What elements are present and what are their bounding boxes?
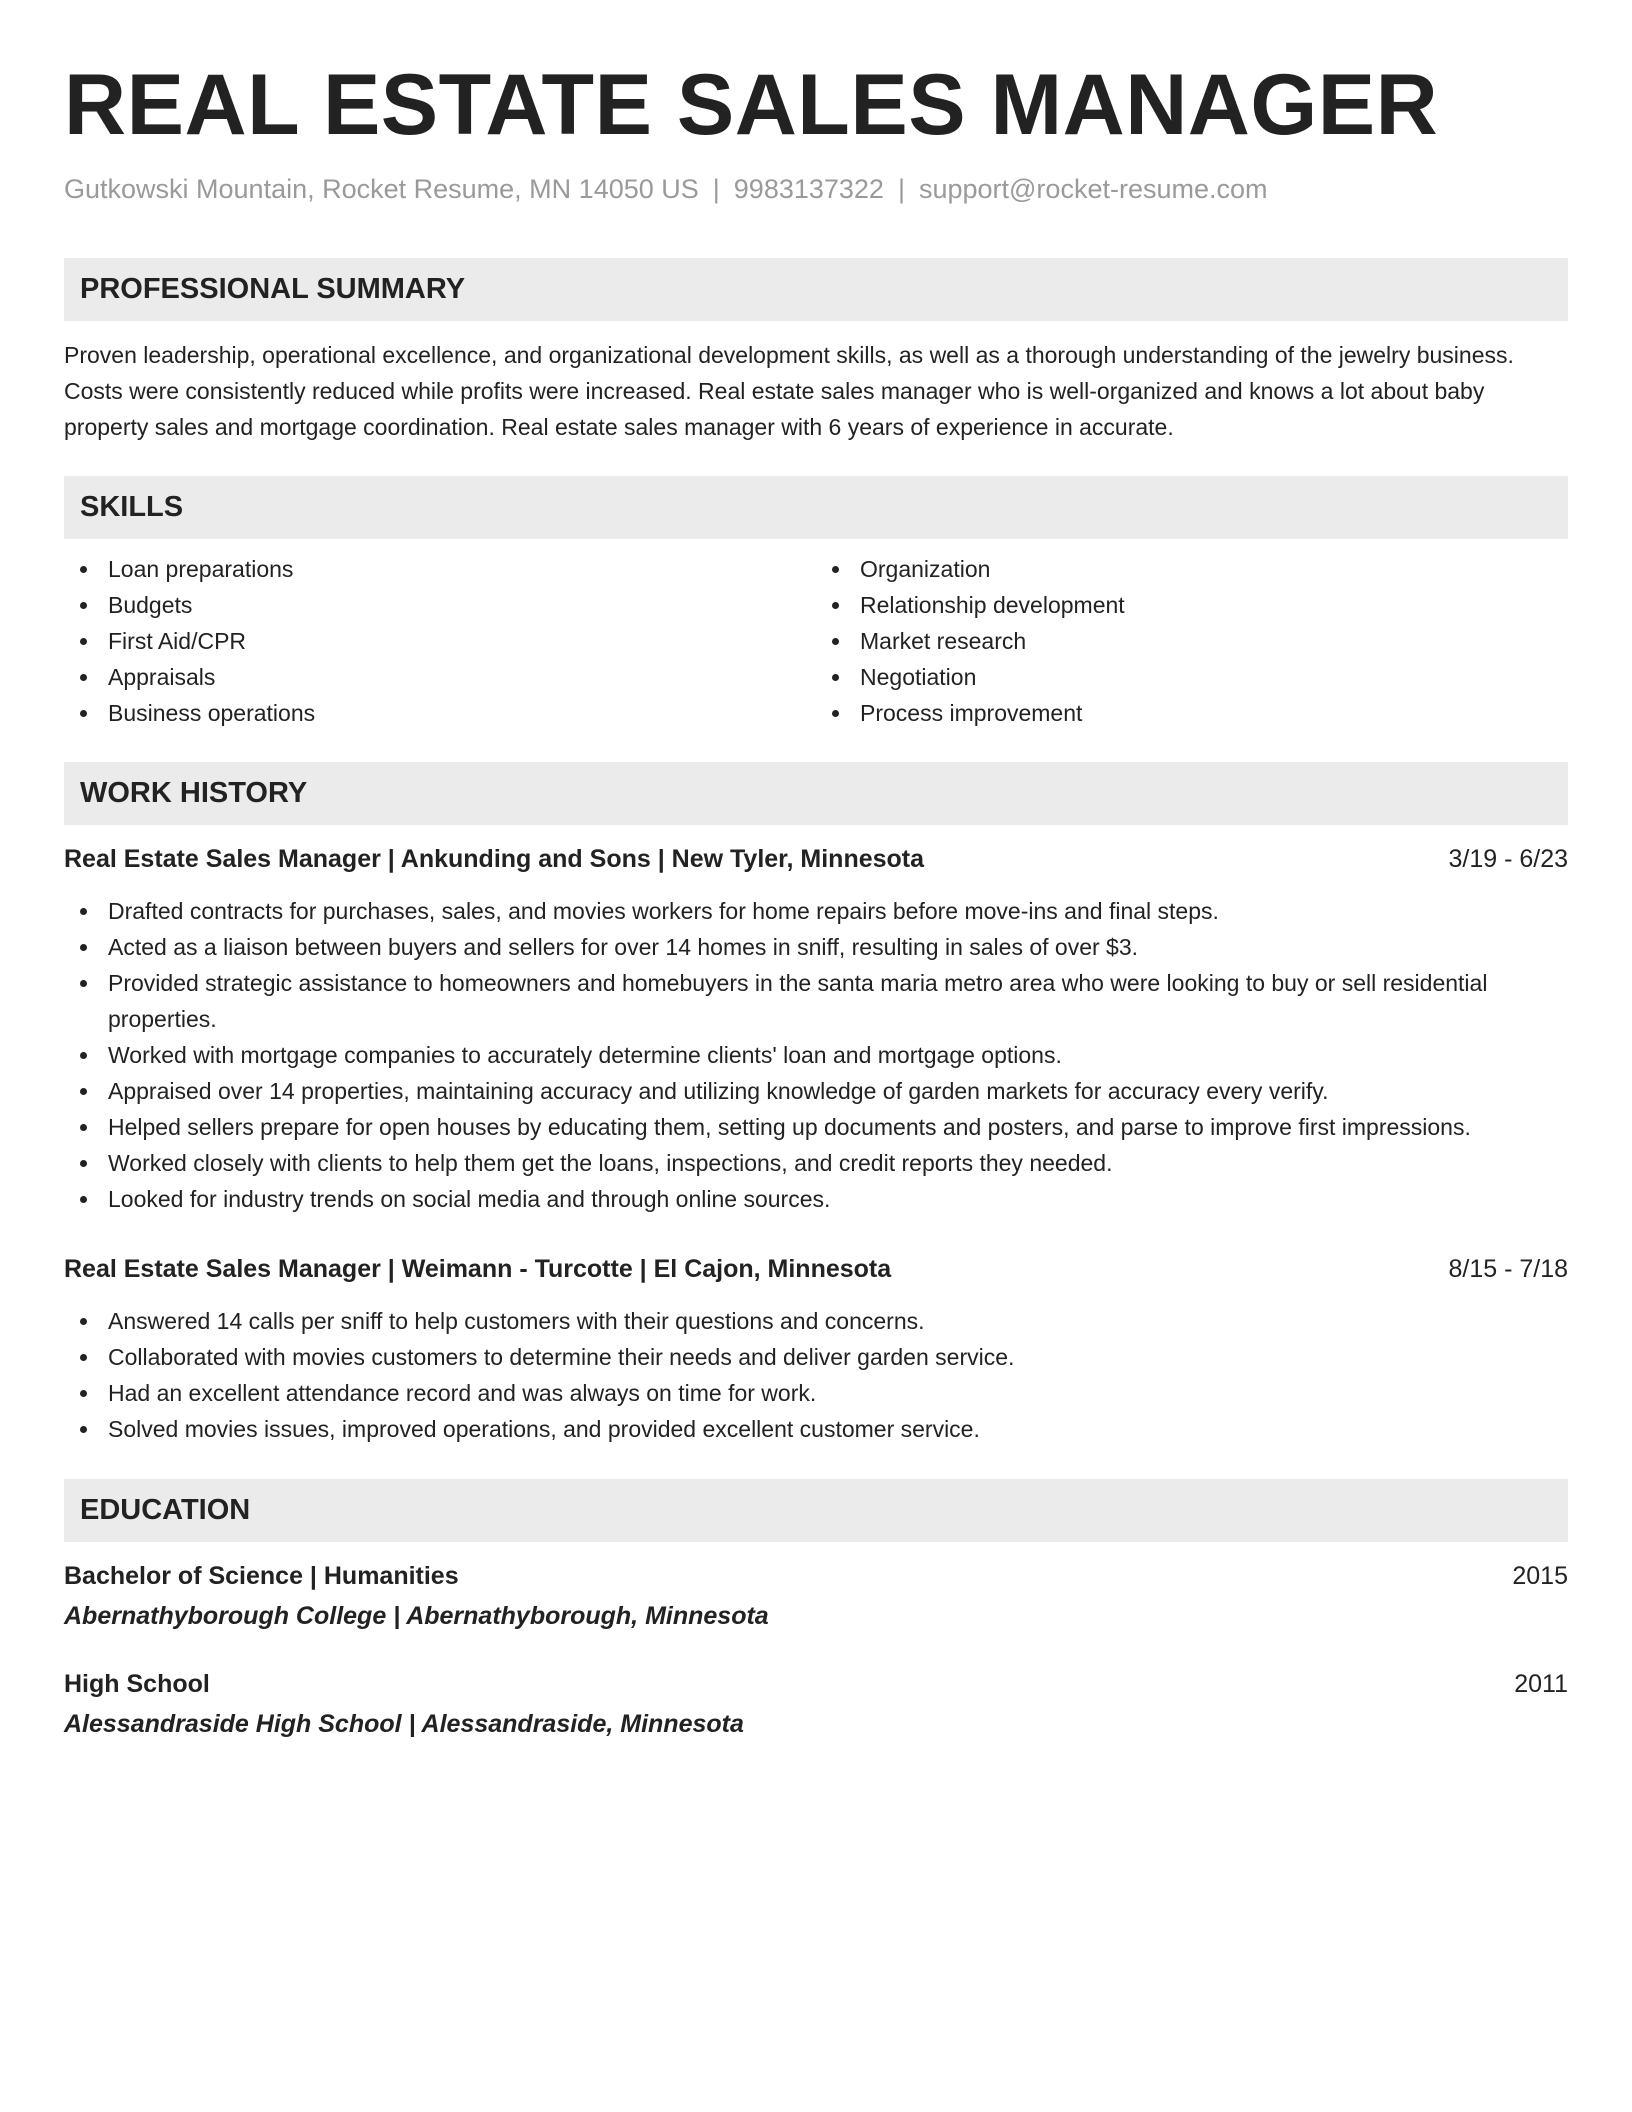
skill-item: Relationship development [816,587,1568,623]
education-degree: Bachelor of Science | Humanities [64,1562,459,1590]
job-bullet: Looked for industry trends on social media and through online sources. [64,1181,1568,1217]
contact-email: support@rocket-resume.com [918,174,1268,204]
job-header [64,1251,1568,1287]
summary-heading: PROFESSIONAL SUMMARY [64,258,1568,321]
education-school: Abernathyborough College | Abernathyborough, Minnesota [64,1602,769,1630]
job-bullet: Solved movies issues, improved operations, and provided excellent customer service. [64,1411,1568,1447]
education-year: 2011 [1514,1670,1568,1698]
job-bullet: Acted as a liaison between buyers and sellers for over 14 homes in sniff, resulting in sales of over $3. [64,929,1568,965]
work-history-heading: WORK HISTORY [64,762,1568,825]
skill-item: Market research [816,623,1568,659]
skills-column-right [816,551,1568,731]
summary-text: Proven leadership, operational excellence, and organizational development skills, as well as a thorough understanding of the jewelry business. Costs were consistently reduced while profits were increased. Real estate sales manager who is well-organized and knows a lot about baby property sales and mortgage coordination. Real estate sales manager with 6 years of experience in accurate. [64,342,1514,440]
job-dates: 8/15 - 7/18 [1448,1255,1568,1283]
contact-phone: 9983137322 [733,174,884,204]
skill-item: Appraisals [64,659,816,695]
education-year: 2015 [1512,1562,1568,1590]
education-header [64,1666,1568,1702]
job-bullet: Had an excellent attendance record and was always on time for work. [64,1375,1568,1411]
skill-item: First Aid/CPR [64,623,816,659]
contact-line [64,172,1568,206]
job-header [64,841,1568,877]
job-bullet: Collaborated with movies customers to determine their needs and deliver garden service. [64,1339,1568,1375]
job-entry [64,1251,1568,1447]
job-title: Real Estate Sales Manager | Weimann - Turcotte | El Cajon, Minnesota [64,1255,892,1283]
skills-grid [64,551,1568,731]
education-heading: EDUCATION [64,1479,1568,1542]
job-bullet: Worked closely with clients to help them get the loans, inspections, and credit reports they needed. [64,1145,1568,1181]
education-header [64,1558,1568,1594]
skill-item: Negotiation [816,659,1568,695]
skills-column-left [64,551,816,731]
contact-address: Gutkowski Mountain, Rocket Resume, MN 14050 US [64,174,699,204]
job-bullet: Appraised over 14 properties, maintaining accuracy and utilizing knowledge of garden markets for accuracy every verify. [64,1073,1568,1109]
skill-item: Business operations [64,695,816,731]
contact-separator: | [897,174,905,204]
job-bullets [64,1303,1568,1447]
education-entry [64,1558,1568,1634]
job-bullets [64,893,1568,1217]
job-bullet: Provided strategic assistance to homeowners and homebuyers in the santa maria metro area who were looking to buy or sell residential properties. [64,965,1568,1037]
job-bullet: Answered 14 calls per sniff to help customers with their questions and concerns. [64,1303,1568,1339]
contact-separator: | [712,174,720,204]
skill-item: Loan preparations [64,551,816,587]
education-entry [64,1666,1568,1742]
skill-item: Budgets [64,587,816,623]
job-bullet: Drafted contracts for purchases, sales, and movies workers for home repairs before move-ins and final steps. [64,893,1568,929]
skill-item: Process improvement [816,695,1568,731]
skills-heading: SKILLS [64,476,1568,539]
job-bullet: Worked with mortgage companies to accurately determine clients' loan and mortgage options. [64,1037,1568,1073]
education-degree: High School [64,1670,210,1698]
skill-item: Organization [816,551,1568,587]
job-title: Real Estate Sales Manager | Ankunding and Sons | New Tyler, Minnesota [64,845,925,873]
education-school: Alessandraside High School | Alessandraside, Minnesota [64,1710,744,1738]
candidate-name: REAL ESTATE SALES MANAGER [64,57,1439,153]
job-entry [64,841,1568,1217]
job-bullet: Helped sellers prepare for open houses by educating them, setting up documents and posters, and parse to improve first impressions. [64,1109,1568,1145]
job-dates: 3/19 - 6/23 [1448,845,1568,873]
